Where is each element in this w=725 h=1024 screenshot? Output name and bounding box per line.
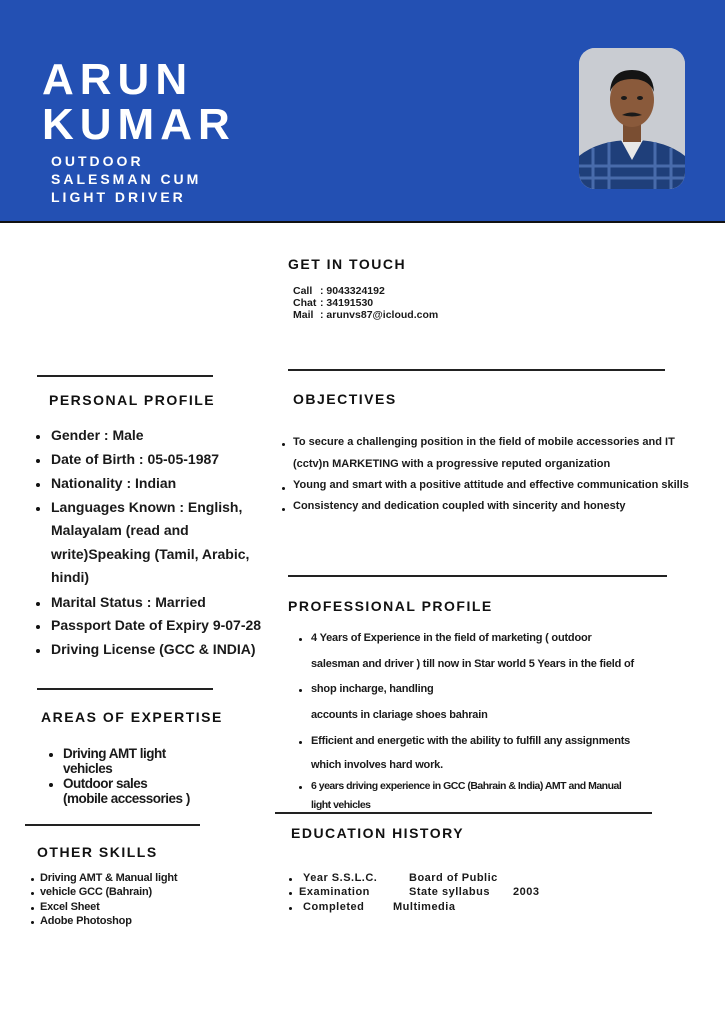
personal-profile-item: Driving License (GCC & INDIA) (51, 641, 256, 657)
professional-profile-title: PROFESSIONAL PROFILE (288, 598, 493, 614)
skill-item: vehicle GCC (Bahrain) (40, 886, 152, 898)
objective-item: To secure a challenging position in the field of mobile accessories and IT (293, 436, 675, 448)
other-skills-title: OTHER SKILLS (37, 844, 158, 860)
expertise-item: Driving AMT light (63, 746, 166, 761)
skill-item: Adobe Photoshop (40, 915, 132, 927)
contact-call-key: Call (293, 285, 313, 297)
contact-call (293, 285, 385, 297)
personal-profile-item-cont: write)Speaking (Tamil, Arabic, (51, 546, 250, 562)
bullet-icon (49, 783, 53, 787)
bullet-icon (36, 483, 40, 487)
skill-item: Driving AMT & Manual light (40, 872, 178, 884)
education-cell: Examination (299, 886, 370, 898)
bullet-icon (36, 602, 40, 606)
bullet-icon (299, 638, 302, 641)
job-title-line-2: SALESMAN CUM (51, 171, 202, 187)
job-title-line-3: LIGHT DRIVER (51, 189, 186, 205)
name-last: KUMAR (42, 100, 236, 149)
contact-call-value[interactable]: 9043324192 (326, 285, 385, 297)
professional-item-cont: salesman and driver ) till now in Star world 5 Years in the field of (311, 658, 635, 670)
expertise-item-cont: vehicles (63, 761, 113, 776)
contact-call-sep: : (320, 285, 324, 297)
education-cell: Completed (303, 901, 365, 913)
bullet-icon (49, 753, 53, 757)
bullet-icon (36, 507, 40, 511)
header-banner (0, 0, 725, 223)
divider-objectives (288, 369, 665, 371)
bullet-icon (282, 508, 285, 511)
divider-skills (25, 824, 200, 826)
profile-photo (579, 48, 685, 189)
education-cell: Year S.S.L.C. (303, 872, 378, 884)
divider-expertise (37, 688, 213, 690)
bullet-icon (289, 907, 292, 910)
education-cell: Multimedia (393, 901, 456, 913)
objectives-title: OBJECTIVES (293, 391, 397, 407)
professional-item-cont: light vehicles (311, 799, 371, 811)
divider-professional (288, 575, 667, 577)
bullet-icon (299, 741, 302, 744)
skill-item: Excel Sheet (40, 901, 100, 913)
divider-personal (37, 375, 213, 377)
bullet-icon (299, 689, 302, 692)
objective-item: Young and smart with a positive attitude and effective communication skills (293, 479, 689, 491)
bullet-icon (36, 435, 40, 439)
contact-mail-sep: : (320, 309, 324, 321)
bullet-icon (282, 443, 285, 446)
professional-item: 6 years driving experience in GCC (Bahrain & India) AMT and Manual (311, 780, 622, 792)
personal-profile-item: Marital Status : Married (51, 594, 206, 610)
bullet-icon (31, 907, 34, 910)
expertise-item-cont: (mobile accessories ) (63, 791, 190, 806)
bullet-icon (31, 878, 34, 881)
personal-profile-item: Date of Birth : 05-05-1987 (51, 451, 220, 467)
objective-item: Consistency and dedication coupled with sincerity and honesty (293, 500, 626, 512)
bullet-icon (36, 625, 40, 629)
personal-profile-item: Gender : Male (51, 427, 144, 443)
name-first: ARUN (42, 55, 194, 104)
education-history-title: EDUCATION HISTORY (291, 825, 465, 841)
professional-item: shop incharge, handling (311, 683, 434, 695)
contact-mail (293, 309, 438, 321)
education-row (303, 872, 498, 884)
professional-item: Efficient and energetic with the ability to fulfill any assignments (311, 735, 631, 747)
professional-item-cont: which involves hard work. (311, 759, 443, 771)
education-row (299, 886, 540, 898)
bullet-icon (36, 649, 40, 653)
education-cell: 2003 (513, 886, 540, 898)
personal-profile-title: PERSONAL PROFILE (49, 392, 216, 408)
contact-chat-value[interactable]: 34191530 (326, 297, 374, 309)
areas-of-expertise-title: AREAS OF EXPERTISE (41, 709, 223, 725)
expertise-item: Outdoor sales (63, 776, 148, 791)
bullet-icon (289, 878, 292, 881)
divider-education (275, 812, 652, 814)
contact-title: GET IN TOUCH (288, 256, 407, 272)
education-cell: State syllabus (409, 886, 490, 898)
personal-profile-item-cont: hindi) (51, 569, 90, 585)
bullet-icon (282, 487, 285, 490)
contact-mail-key: Mail (293, 309, 314, 321)
contact-chat (293, 297, 373, 309)
contact-chat-sep: : (320, 297, 324, 309)
personal-profile-item: Nationality : Indian (51, 475, 177, 491)
bullet-icon (299, 786, 302, 789)
personal-profile-item: Languages Known : English, (51, 499, 243, 515)
professional-item-cont: accounts in clariage shoes bahrain (311, 709, 488, 721)
job-title-line-1: OUTDOOR (51, 153, 144, 169)
education-row (303, 901, 456, 913)
personal-profile-item: Passport Date of Expiry 9-07-28 (51, 617, 262, 633)
education-cell: Board of Public (409, 872, 498, 884)
bullet-icon (31, 892, 34, 895)
professional-item: 4 Years of Experience in the field of marketing ( outdoor (311, 632, 592, 644)
personal-profile-item-cont: Malayalam (read and (51, 522, 189, 538)
bullet-icon (36, 459, 40, 463)
contact-mail-value[interactable]: arunvs87@icloud.com (326, 309, 439, 321)
contact-chat-key: Chat (293, 297, 317, 309)
bullet-icon (31, 921, 34, 924)
objective-item-cont: (cctv)n MARKETING with a progressive reputed organization (293, 458, 611, 470)
bullet-icon (289, 892, 292, 895)
